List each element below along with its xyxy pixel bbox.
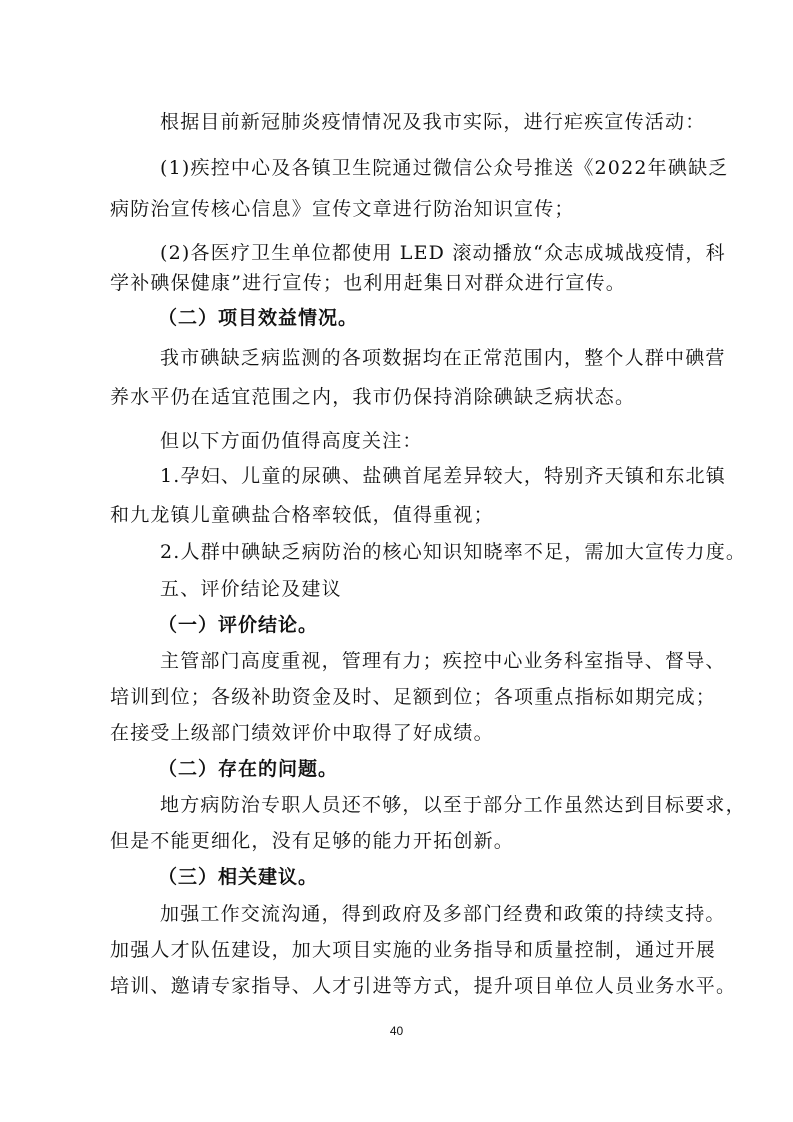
paragraph-line: 加强人才队伍建设，加大项目实施的业务指导和质量控制，通过开展 bbox=[110, 939, 717, 961]
paragraph-line: 学补碘保健康”进行宣传；也利用赶集日对群众进行宣传。 bbox=[110, 272, 626, 294]
section-heading: （三）相关建议。 bbox=[158, 866, 319, 888]
paragraph-line: 但是不能更细化，没有足够的能力开拓创新。 bbox=[110, 830, 515, 852]
paragraph-line: 和九龙镇儿童碘盐合格率较低，值得重视； bbox=[110, 504, 494, 526]
paragraph-line: (1)疾控中心及各镇卫生院通过微信公众号推送《2022年碘缺乏 bbox=[160, 157, 729, 179]
paragraph-line: 我市碘缺乏病监测的各项数据均在正常范围内，整个人群中碘营 bbox=[160, 347, 726, 369]
paragraph-line: 加强工作交流沟通，得到政府及多部门经费和政策的持续支持。 bbox=[160, 903, 726, 925]
section-heading: （二）项目效益情况。 bbox=[158, 307, 359, 329]
paragraph-line: (2)各医疗卫生单位都使用 LED 滚动播放“众志成城战疫情，科 bbox=[160, 242, 726, 264]
paragraph-line: 主管部门高度重视，管理有力；疾控中心业务科室指导、督导、 bbox=[160, 650, 726, 672]
paragraph-line: 1.孕妇、儿童的尿碘、盐碘首尾差异较大，特别齐天镇和东北镇 bbox=[160, 465, 726, 487]
paragraph-line: 在接受上级部门绩效评价中取得了好成绩。 bbox=[110, 722, 494, 744]
section-title: 五、评价结论及建议 bbox=[160, 578, 342, 600]
paragraph-line: 培训到位；各级补助资金及时、足额到位；各项重点指标如期完成； bbox=[110, 686, 717, 708]
section-heading: （一）评价结论。 bbox=[158, 614, 319, 636]
paragraph-line: 但以下方面仍值得高度关注： bbox=[160, 430, 423, 452]
paragraph-line: 培训、邀请专家指导、人才引进等方式，提升项目单位人员业务水平。 bbox=[110, 975, 737, 997]
paragraph-line: 病防治宣传核心信息》宣传文章进行防治知识宣传； bbox=[110, 198, 575, 220]
paragraph-line: 2.人群中碘缺乏病防治的核心知识知晓率不足，需加大宣传力度。 bbox=[160, 541, 747, 563]
page-number: 40 bbox=[389, 1024, 404, 1038]
paragraph-line: 养水平仍在适宜范围之内，我市仍保持消除碘缺乏病状态。 bbox=[110, 386, 636, 408]
paragraph-line: 根据目前新冠肺炎疫情情况及我市实际，进行疟疾宣传活动： bbox=[160, 111, 706, 133]
section-heading: （二）存在的问题。 bbox=[158, 758, 339, 780]
paragraph-line: 地方病防治专职人员还不够，以至于部分工作虽然达到目标要求， bbox=[160, 794, 746, 816]
